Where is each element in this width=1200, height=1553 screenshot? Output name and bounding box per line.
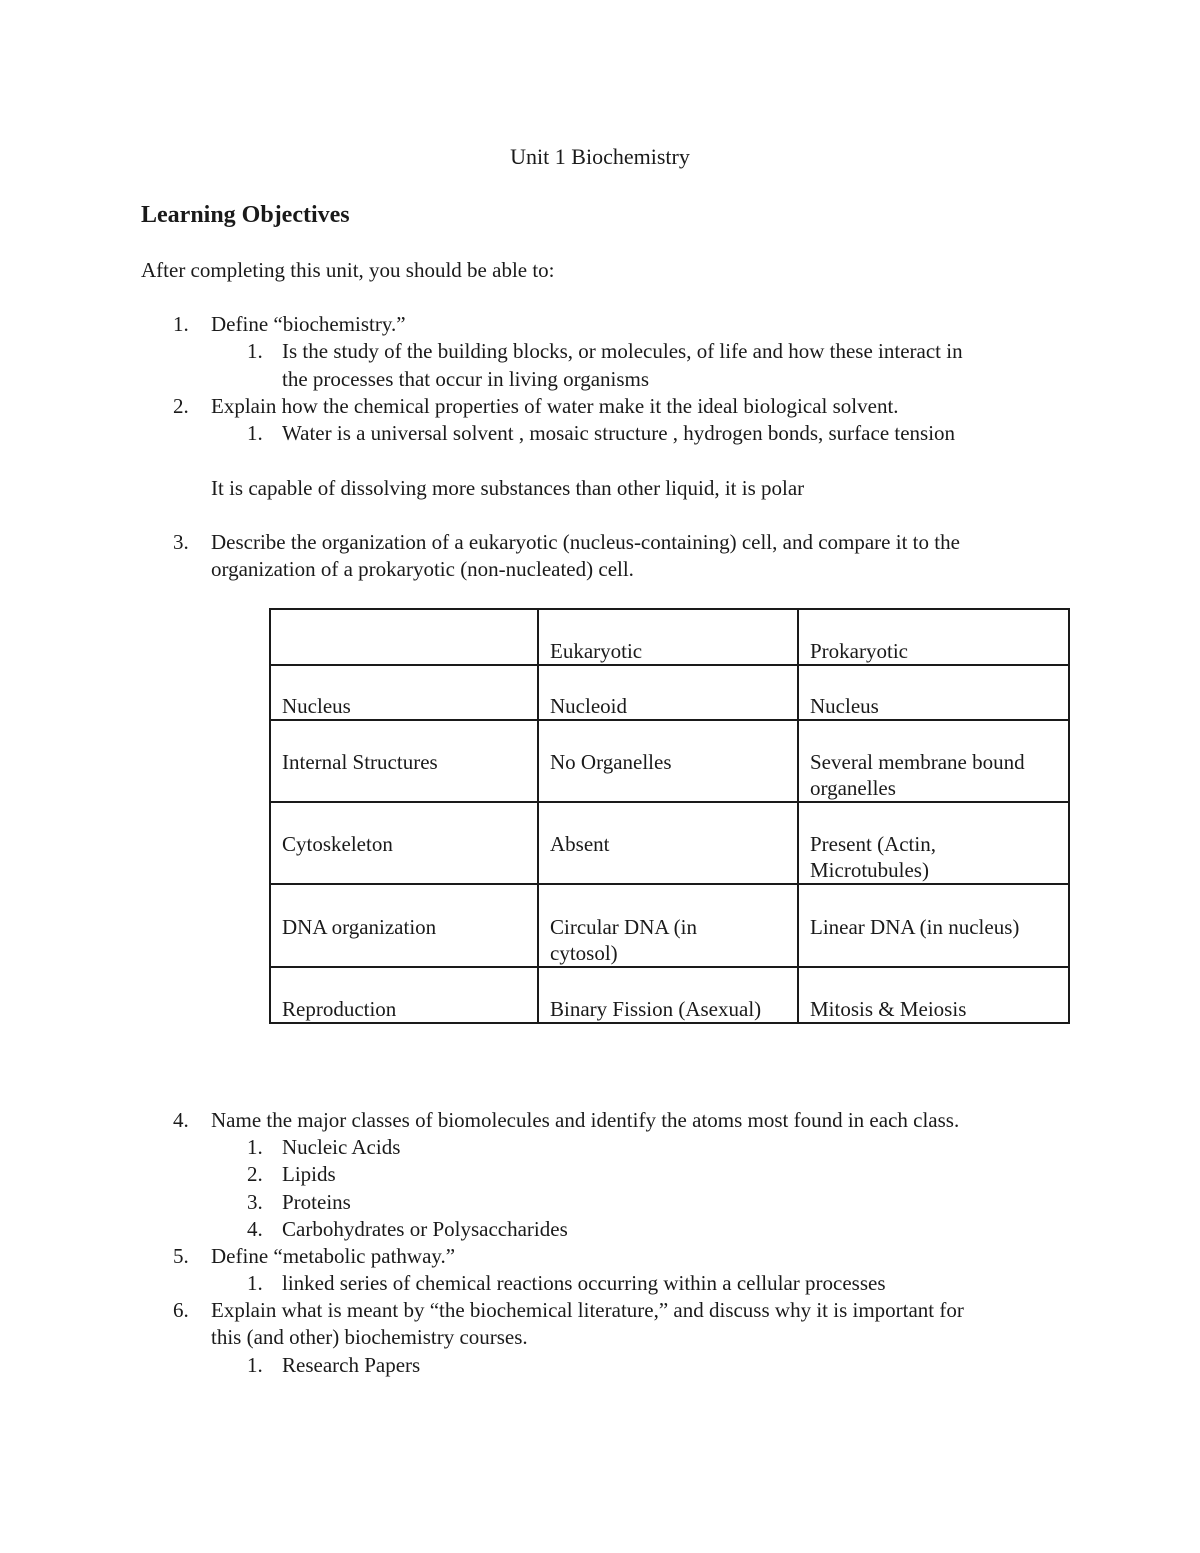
table-cell — [538, 967, 798, 1023]
table-cell — [798, 720, 1069, 802]
section-heading: Learning Objectives — [141, 202, 350, 228]
table-cell — [798, 802, 1069, 884]
sub-list-number: 1. — [247, 421, 263, 445]
biomolecule-item: Proteins — [282, 1190, 351, 1214]
objective-3-line-2: organization of a prokaryotic (non-nucleated) cell. — [211, 557, 634, 581]
sub-list-number: 4. — [247, 1217, 263, 1241]
document-title: Unit 1 Biochemistry — [510, 144, 690, 169]
table-header-cell: Prokaryotic — [798, 609, 1069, 665]
table-row-label — [270, 720, 538, 802]
biomolecule-item: Carbohydrates or Polysaccharides — [282, 1217, 568, 1241]
objective-1-answer-line-2: the processes that occur in living organisms — [282, 367, 650, 391]
cell-line: No Organelles — [550, 750, 672, 774]
objective-6-line-1: Explain what is meant by “the biochemical literature,” and discuss why it is important for — [211, 1298, 964, 1322]
table-header-row — [270, 609, 1069, 665]
table-cell — [538, 665, 798, 720]
table-row-label — [270, 802, 538, 884]
objective-1-answer-line-1: Is the study of the building blocks, or molecules, of life and how these interact in — [282, 339, 963, 363]
cell-line: Mitosis & Meiosis — [810, 997, 967, 1021]
objective-4-text: Name the major classes of biomolecules and identify the atoms most found in each class. — [211, 1108, 960, 1132]
cell-comparison-table — [269, 608, 1070, 1024]
cell-line: Circular DNA (in — [550, 915, 697, 939]
objective-2-text: Explain how the chemical properties of water make it the ideal biological solvent. — [211, 394, 899, 418]
sub-list-number: 1. — [247, 1353, 263, 1377]
sub-list-number: 2. — [247, 1162, 263, 1186]
cell-line: Binary Fission (Asexual) — [550, 997, 762, 1021]
cell-line: Absent — [550, 832, 610, 856]
objective-2-note: It is capable of dissolving more substances than other liquid, it is polar — [211, 476, 805, 500]
table-cell — [538, 802, 798, 884]
cell-line: Present (Actin, — [810, 832, 936, 856]
sub-list-number: 1. — [247, 1135, 263, 1159]
list-number: 2. — [173, 394, 189, 418]
list-number: 6. — [173, 1298, 189, 1322]
objective-1-text: Define “biochemistry.” — [211, 312, 406, 336]
table-header-cell — [270, 609, 538, 665]
biomolecule-item: Lipids — [282, 1162, 336, 1186]
cell-line: organelles — [810, 776, 896, 800]
list-number: 3. — [173, 530, 189, 554]
cell-line: cytosol) — [550, 941, 618, 965]
cell-line: Several membrane bound — [810, 750, 1025, 774]
list-number: 4. — [173, 1108, 189, 1132]
table-row — [270, 884, 1069, 967]
objective-2-answer: Water is a universal solvent , mosaic structure , hydrogen bonds, surface tension — [282, 421, 956, 445]
table-row — [270, 665, 1069, 720]
sub-list-number: 1. — [247, 1271, 263, 1295]
table-row — [270, 802, 1069, 884]
objective-3-line-1: Describe the organization of a eukaryotic (nucleus-containing) cell, and compare it to the — [211, 530, 960, 554]
cell-line: Linear DNA (in nucleus) — [810, 915, 1020, 939]
table-cell — [798, 884, 1069, 967]
cell-line: Internal Structures — [282, 750, 438, 774]
table-row-label — [270, 884, 538, 967]
cell-line: Microtubules) — [810, 858, 929, 882]
objective-5-answer: linked series of chemical reactions occurring within a cellular processes — [282, 1271, 886, 1295]
list-number: 1. — [173, 312, 189, 336]
objective-5-text: Define “metabolic pathway.” — [211, 1244, 456, 1268]
table-row-label: Nucleus — [270, 665, 538, 720]
table-header-cell: Eukaryotic — [538, 609, 798, 665]
cell-line: Nucleus — [810, 694, 879, 718]
cell-line: Nucleoid — [550, 694, 627, 718]
sub-list-number: 3. — [247, 1190, 263, 1214]
intro-text: After completing this unit, you should be able to: — [141, 258, 555, 282]
objective-6-line-2: this (and other) biochemistry courses. — [211, 1325, 528, 1349]
table-cell — [798, 967, 1069, 1023]
table-row — [270, 720, 1069, 802]
table-row — [270, 967, 1069, 1023]
list-number: 5. — [173, 1244, 189, 1268]
cell-line: DNA organization — [282, 915, 437, 939]
sub-list-number: 1. — [247, 339, 263, 363]
table-cell — [538, 884, 798, 967]
cell-line: Cytoskeleton — [282, 832, 393, 856]
table-row-label: Reproduction — [270, 967, 538, 1023]
biomolecule-item: Nucleic Acids — [282, 1135, 401, 1159]
table-cell — [538, 720, 798, 802]
objective-6-answer: Research Papers — [282, 1353, 421, 1377]
table-cell — [798, 665, 1069, 720]
